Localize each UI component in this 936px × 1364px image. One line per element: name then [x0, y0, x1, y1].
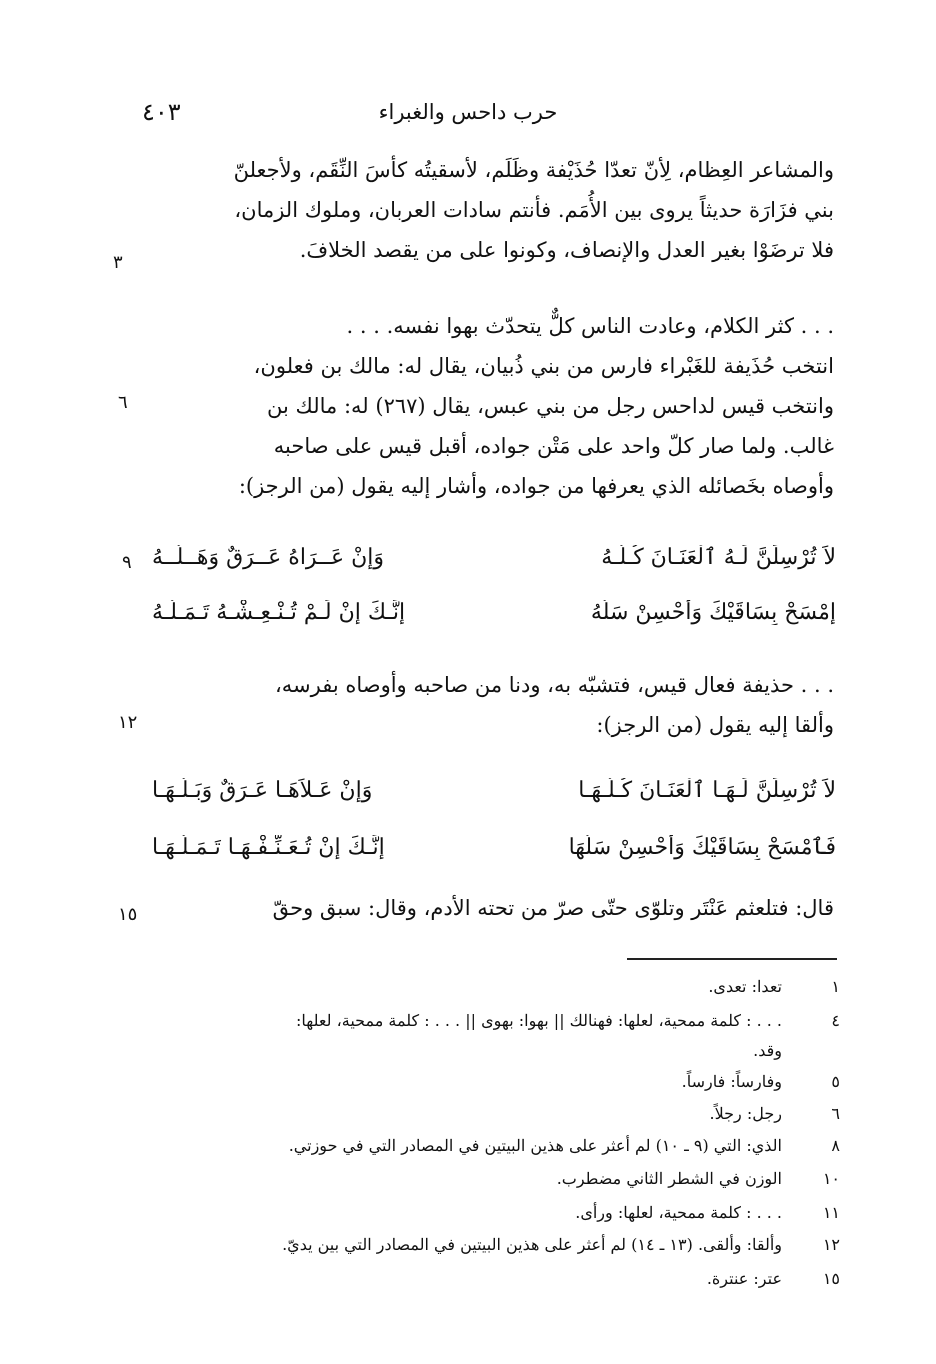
verse-hemistich-first: فَٱمْسَحْ بِسَاقَيْكَ وَأَحْسِنْ سَلَّهَا — [568, 835, 836, 860]
footnote — [150, 1230, 840, 1260]
footnote-number: ١٢ — [822, 1235, 840, 1254]
footnote-text: . . . : كلمة ممحية، لعلها: فهنالك || بهوا: بهوى || . . . : كلمة ممحية، لعلها: — [295, 1011, 782, 1030]
text-line: وانتخب قيس لداحس رجل من بني عبس، يقال (٢٦٧) له: مالك بن — [267, 394, 834, 418]
page-number: ٤٠٣ — [142, 98, 181, 126]
footnote-text: الوزن في الشطر الثاني مضطرب. — [556, 1169, 782, 1188]
footnote — [150, 1099, 840, 1129]
footnote-number: ١١ — [822, 1203, 840, 1222]
verse-hemistich-first: لاَ تُرْسِلَنَّ لَـهُ ٱلْعَنَـانَ كُـلَّـهُ — [601, 545, 836, 570]
footnote-number: ٤ — [831, 1011, 840, 1030]
verse-hemistich-first: لاَ تُرْسِلَنَّ لَـهَـا ٱلْعَنَـانَ كُـلَّـهَـا — [578, 778, 836, 803]
verse-hemistich-second: وَإِنْ عَـلاَهَـا عَـرَقٌ وَبَـلَّـهَـا — [152, 778, 373, 803]
paragraph-3 — [140, 665, 834, 745]
verse-line — [140, 835, 836, 887]
verse-line — [140, 545, 836, 597]
verse-hemistich-second: إِنَّـكَ إِنْ لَـمْ تُـنْـعِـشْـهُ تَـمَـلُّـهُ — [152, 600, 406, 625]
footnote — [150, 1198, 840, 1228]
footnote — [150, 972, 840, 1002]
footnote-number: ١ — [831, 977, 840, 996]
footnote — [150, 1067, 840, 1097]
footnote-text: وألقا: وألقى. (١٣ ـ ١٤) لم أعثر على هذين البيتين في المصادر التي بين يديّ. — [282, 1235, 782, 1254]
verse-line — [140, 778, 836, 830]
footnote-number: ٨ — [831, 1136, 840, 1155]
paragraph-1 — [140, 150, 834, 270]
footnote-text-continuation: وقد. — [753, 1041, 782, 1060]
line-number: ١٢ — [118, 712, 138, 733]
footnote-text: الذي: التي (٩ ـ ١٠) لم أعثر على هذين البيتين في المصادر التي في حوزتي. — [288, 1136, 782, 1155]
text-line: غالب. ولما صار كلّ واحد على مَتْن جواده، أقبل قيس على صاحبه — [273, 434, 834, 458]
footnote-text: . . . : كلمة ممحية، لعلها: ورأى. — [575, 1203, 782, 1222]
paragraph-4 — [140, 888, 834, 928]
text-line: والمشاعر العِظام، لِأنّ تعدّا حُذَيْفة وظَلَم، لأسقيتُه كأسَ النِّقَم، ولأجعلنّ — [233, 158, 834, 182]
line-number: ٦ — [118, 392, 128, 413]
text-line: وألقا إليه يقول (من الرجز): — [596, 713, 834, 737]
footnote-number: ٥ — [831, 1072, 840, 1091]
text-line: . . . كثر الكلام، وعادت الناس كلٌّ يتحدّث بهوا نفسه. . . . — [346, 314, 834, 338]
verse-hemistich-second: وَإِنْ عَــرَاهُ عَــرَقٌ وَهَــلَّــهُ — [152, 545, 384, 570]
footnote-text: وفارساً: فارساً. — [681, 1072, 782, 1091]
text-line: بني فزَارَة حديثاً يروى بين الأُمَم. فأنتم سادات العربان، وملوك الزمان، — [234, 198, 834, 222]
text-line: . . . حذيفة فعال قيس، فتشبّه به، ودنا من صاحبه وأوصاه بفرسه، — [274, 673, 834, 697]
footnote-text: تعدا: تعدى. — [708, 977, 782, 996]
footnote — [150, 1264, 840, 1294]
paragraph-2 — [140, 306, 834, 506]
text-line: فلا ترضَوْا بغير العدل والإنصاف، وكونوا على من يقصد الخلافَ. — [299, 238, 834, 262]
verse-hemistich-second: إِنَّـكَ إِنْ تُـعَـنِّـفْـهَـا تَـمَـلَّـهَـا — [152, 835, 385, 860]
text-line: قال: فتلعثم عَنْتَر وتلوّى حتّى صرّ من تحته الأدم، وقال: سبق وحقّ — [272, 896, 834, 920]
footnote-number: ١٥ — [822, 1269, 840, 1288]
footnote-number: ٦ — [831, 1104, 840, 1123]
footnote-number: ١٠ — [822, 1169, 840, 1188]
line-number: ١٥ — [118, 904, 138, 925]
text-line: انتخب حُذَيفة للغَبْراء فارس من بني ذُبيان، يقال له: مالك بن فعلون، — [253, 354, 834, 378]
footnote-text: عتر: عنترة. — [706, 1269, 782, 1288]
footnote — [150, 1131, 840, 1161]
footnote-text: رجل: رجلاً. — [709, 1104, 782, 1123]
text-line: وأوصاه بخَصائله الذي يعرفها من جواده، وأشار إليه يقول (من الرجز): — [238, 474, 834, 498]
verse-line — [140, 600, 836, 652]
line-number: ٣ — [113, 252, 123, 273]
running-header-title: حرب داحس والغبراء — [378, 100, 558, 124]
line-number: ٩ — [122, 552, 132, 573]
verse-hemistich-first: إِمْسَحْ بِسَاقَيْكَ وَأَحْسِنْ سَلَّهُ — [590, 600, 836, 625]
footnote-separator — [627, 958, 837, 960]
footnote — [150, 1006, 840, 1066]
footnote — [150, 1164, 840, 1194]
